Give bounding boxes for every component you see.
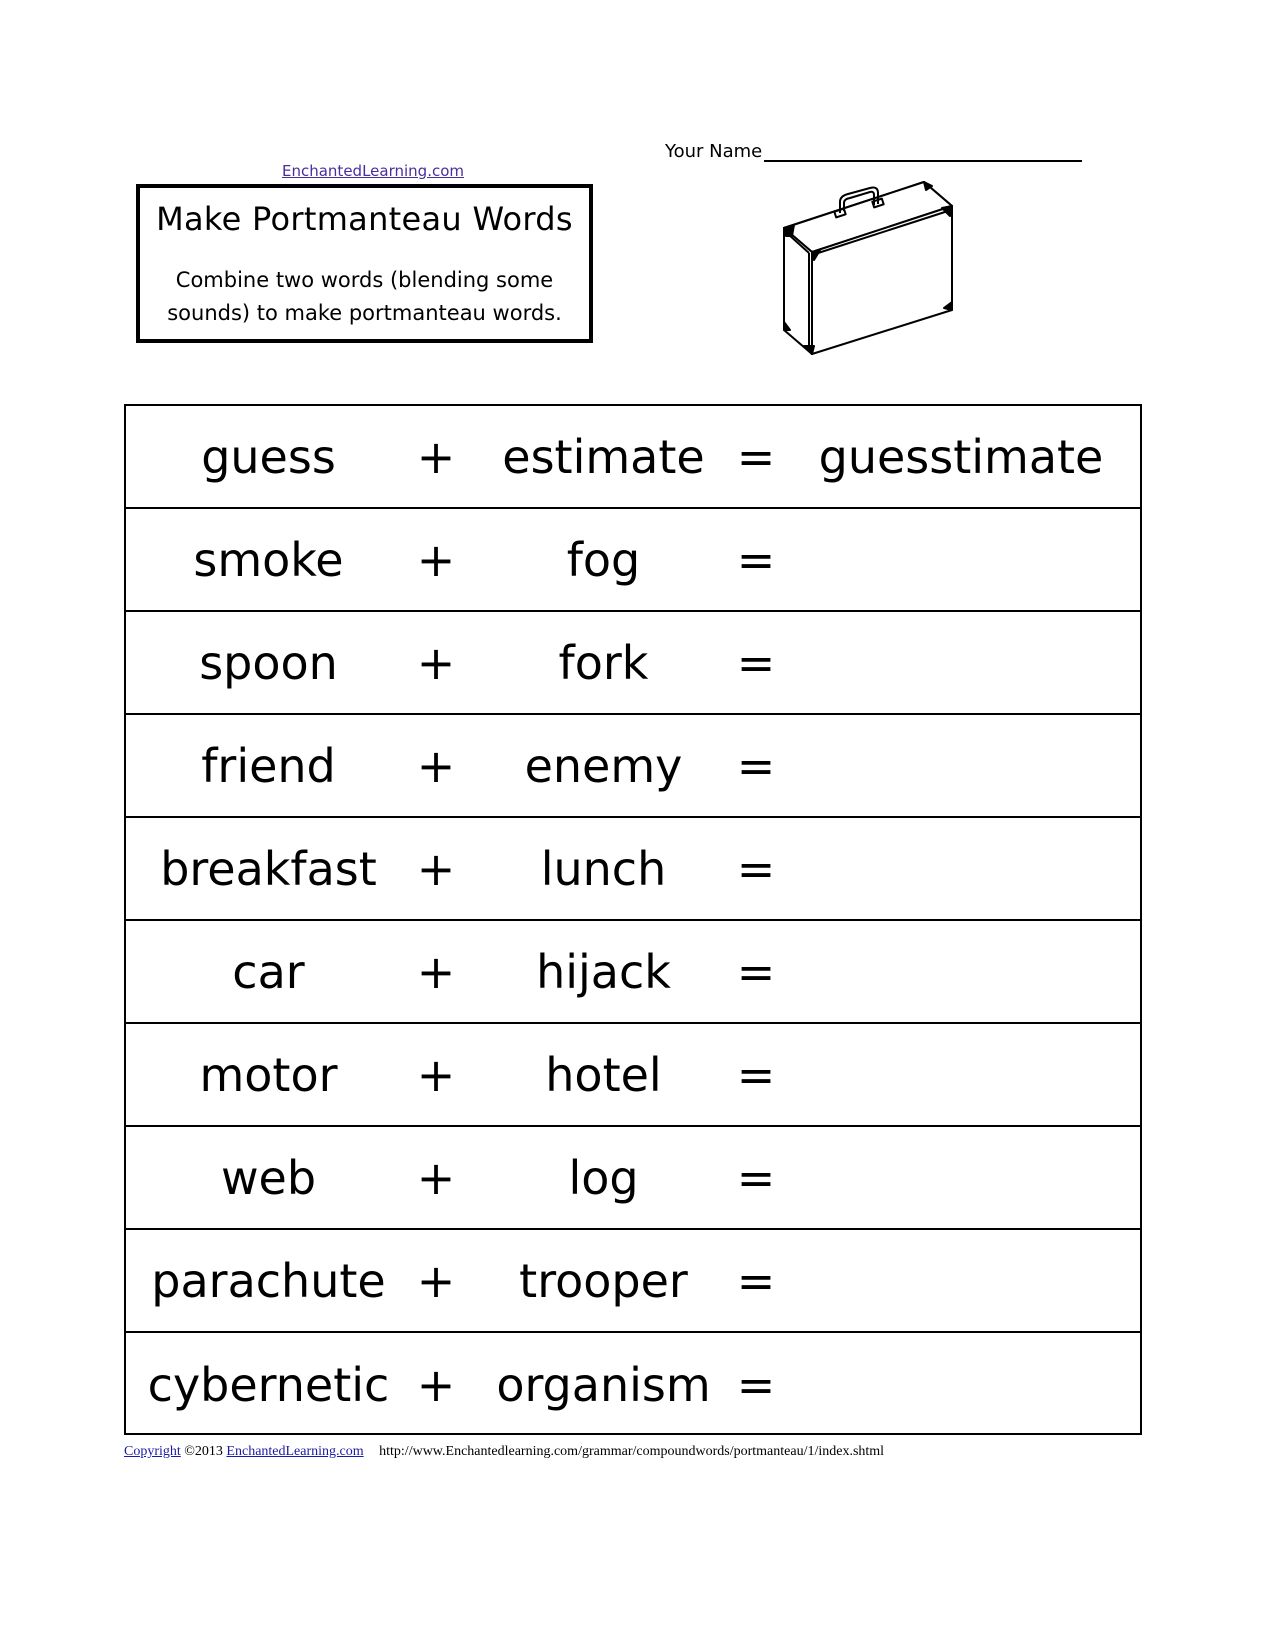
equals-sign: = [736,1253,776,1308]
first-word: guess [201,429,336,484]
equals-sign: = [736,1357,776,1412]
plus-sign: + [416,635,456,690]
plus-sign: + [416,532,456,587]
equals-sign: = [736,1150,776,1205]
equals-sign: = [736,944,776,999]
table-row [126,612,1140,715]
plus-sign: + [416,429,456,484]
answer-field[interactable] [791,1230,1131,1331]
second-word: hotel [545,1047,662,1102]
answer-field[interactable] [791,1127,1131,1228]
first-word: breakfast [160,841,377,896]
answer-field[interactable] [791,921,1131,1022]
copyright-link[interactable]: Copyright [124,1444,181,1459]
table-row [126,1024,1140,1127]
equals-sign: = [736,429,776,484]
equals-sign: = [736,841,776,896]
name-blank-line[interactable] [764,140,1082,162]
equals-sign: = [736,738,776,793]
first-word: parachute [151,1253,386,1308]
second-word: fog [566,532,641,587]
second-word: enemy [524,738,683,793]
portmanteau-table [124,404,1142,1435]
name-field[interactable] [665,140,1082,162]
table-row [126,818,1140,921]
second-word: fork [558,635,649,690]
title-box [136,184,593,343]
second-word: lunch [540,841,667,896]
answer-field[interactable] [791,1333,1131,1436]
second-word: log [568,1150,639,1205]
plus-sign: + [416,1150,456,1205]
plus-sign: + [416,1253,456,1308]
plus-sign: + [416,841,456,896]
first-word: motor [199,1047,338,1102]
table-row [126,921,1140,1024]
equals-sign: = [736,1047,776,1102]
plus-sign: + [416,1357,456,1412]
copyright-year: ©2013 [184,1444,223,1459]
table-row [126,406,1140,509]
answer-field[interactable] [791,509,1131,610]
worksheet-instructions: Combine two words (blending some sounds) to make portmanteau words. [167,268,562,325]
second-word: hijack [536,944,671,999]
enchanted-learning-link[interactable]: EnchantedLearning.com [282,162,464,180]
table-row [126,1127,1140,1230]
equals-sign: = [736,532,776,587]
table-row [126,509,1140,612]
first-word: web [220,1150,317,1205]
suitcase-icon [782,180,962,370]
plus-sign: + [416,944,456,999]
footer-site-link[interactable]: EnchantedLearning.com [226,1444,364,1459]
answer-field[interactable] [791,715,1131,816]
second-word: estimate [502,429,705,484]
first-word: spoon [199,635,338,690]
name-label: Your Name [665,141,763,162]
answer-field[interactable] [791,612,1131,713]
table-row [126,1333,1140,1436]
worksheet-title: Make Portmanteau Words [156,200,573,238]
plus-sign: + [416,1047,456,1102]
plus-sign: + [416,738,456,793]
second-word: trooper [519,1253,688,1308]
table-row [126,1230,1140,1333]
answer-field[interactable] [791,1024,1131,1125]
equals-sign: = [736,635,776,690]
answer-field[interactable]: guesstimate [818,429,1104,484]
page-url: http://www.Enchantedlearning.com/grammar/compoundwords/portmanteau/1/index.shtml [379,1444,885,1459]
first-word: smoke [193,532,344,587]
answer-field[interactable] [791,818,1131,919]
second-word: organism [496,1357,711,1412]
first-word: car [232,944,305,999]
first-word: cybernetic [147,1357,390,1412]
first-word: friend [201,738,336,793]
table-row [126,715,1140,818]
footer [124,1444,884,1460]
